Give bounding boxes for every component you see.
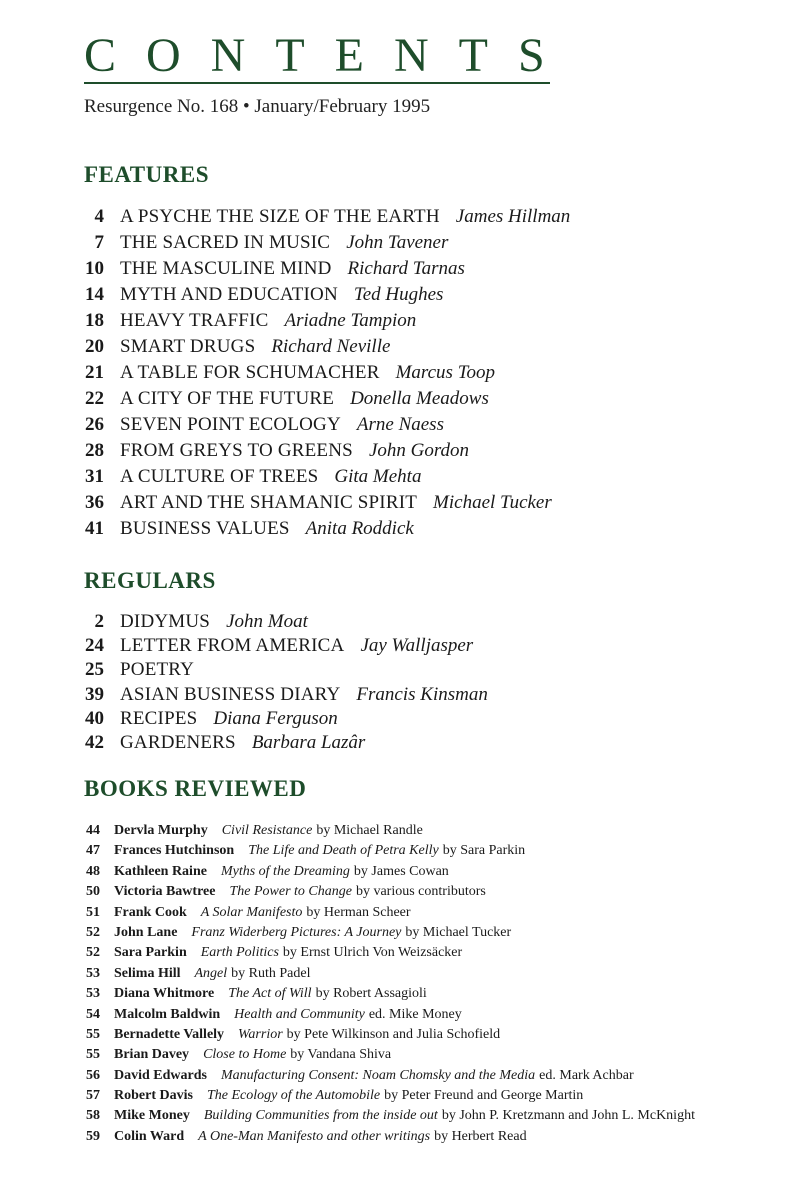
article-title: FROM GREYS TO GREENS	[120, 440, 353, 461]
contents-entry	[76, 284, 570, 310]
book-title: Manufacturing Consent: Noam Chomsky and the Media	[220, 1067, 536, 1083]
reviewer-name: Sara Parkin	[114, 945, 187, 961]
book-title: Building Communities from the inside out	[203, 1108, 438, 1124]
review-entry	[76, 925, 695, 945]
review-entry	[76, 905, 695, 925]
page-number: 55	[86, 1047, 100, 1063]
review-entry	[76, 1068, 695, 1088]
contents-entry	[76, 414, 570, 440]
article-author: Ted Hughes	[353, 284, 444, 305]
reviewer-name: Mike Money	[114, 1108, 190, 1124]
article-title: BUSINESS VALUES	[120, 518, 290, 539]
book-title: Myths of the Dreaming	[220, 863, 350, 879]
book-credit: by Herman Scheer	[306, 904, 411, 920]
review-entry	[76, 1047, 695, 1067]
page-number: 50	[86, 884, 100, 900]
features-list	[76, 206, 570, 544]
review-entry	[76, 1007, 695, 1027]
reviewer-name: John Lane	[114, 924, 178, 940]
book-credit: by Ruth Padel	[231, 965, 311, 981]
page-number: 21	[85, 362, 104, 383]
review-entry	[76, 1027, 695, 1047]
page-number: 18	[85, 310, 104, 331]
contents-entry	[76, 258, 570, 284]
page-number: 44	[86, 823, 100, 838]
page-number: 31	[85, 466, 104, 487]
book-credit: ed. Mike Money	[368, 1006, 462, 1022]
article-title: LETTER FROM AMERICA	[120, 635, 345, 657]
article-author: John Gordon	[368, 440, 470, 461]
review-entry	[76, 1088, 695, 1108]
article-title: RECIPES	[120, 707, 198, 729]
book-credit: by Peter Freund and George Martin	[384, 1088, 584, 1104]
book-credit: by Vandana Shiva	[290, 1047, 392, 1063]
article-title: SEVEN POINT ECOLOGY	[120, 414, 341, 435]
page-number: 24	[85, 635, 104, 657]
page-number: 52	[86, 945, 100, 961]
article-author: Francis Kinsman	[356, 683, 488, 705]
article-title: A PSYCHE THE SIZE OF THE EARTH	[120, 206, 440, 227]
contents-entry	[76, 708, 488, 732]
book-title: The Ecology of the Automobile	[206, 1088, 381, 1104]
book-credit: ed. Mark Achbar	[539, 1067, 634, 1083]
page-number: 42	[85, 731, 104, 753]
page-number: 25	[85, 659, 104, 681]
page-number: 58	[86, 1108, 100, 1124]
page-number: 53	[86, 965, 100, 981]
page-number: 7	[94, 232, 104, 253]
page-number: 57	[86, 1088, 100, 1104]
contents-entry	[76, 684, 488, 708]
book-credit: by James Cowan	[353, 863, 449, 879]
features-heading: FEATURES	[84, 162, 209, 187]
contents-entry	[76, 362, 570, 388]
page-number: 4	[94, 206, 104, 227]
book-title: The Act of Will	[228, 986, 312, 1002]
article-author: Ariadne Tampion	[284, 310, 417, 331]
review-entry	[76, 843, 695, 863]
reviewer-name: Bernadette Vallely	[114, 1026, 225, 1042]
reviewer-name: Malcolm Baldwin	[114, 1006, 221, 1022]
page-title: CONTENTS	[84, 29, 575, 82]
page-number: 54	[86, 1006, 100, 1022]
contents-entry	[76, 440, 570, 466]
article-author: Jay Walljasper	[360, 635, 474, 657]
book-title: The Life and Death of Petra Kelly	[248, 843, 439, 859]
article-title: MYTH AND EDUCATION	[120, 284, 338, 305]
reviewer-name: Frank Cook	[114, 904, 187, 920]
contents-entry	[76, 232, 570, 258]
reviewer-name: Selima Hill	[114, 965, 181, 981]
contents-entry	[76, 336, 570, 362]
book-credit: by Herbert Read	[434, 1128, 527, 1144]
article-author: Gita Mehta	[334, 466, 422, 487]
review-entry	[76, 1129, 695, 1149]
article-author: Richard Neville	[271, 336, 391, 357]
article-title: A CITY OF THE FUTURE	[120, 388, 335, 409]
article-author: John Tavener	[346, 232, 449, 253]
article-author: James Hillman	[455, 206, 571, 227]
review-entry	[76, 823, 695, 843]
article-author: Arne Naess	[356, 414, 444, 435]
review-entry	[76, 884, 695, 904]
page-number: 10	[85, 258, 104, 279]
article-title: THE MASCULINE MIND	[120, 258, 332, 279]
book-credit: by Michael Tucker	[405, 924, 512, 940]
page-number: 51	[86, 904, 100, 920]
reviewer-name: Dervla Murphy	[114, 823, 208, 838]
article-title: A CULTURE OF TREES	[120, 466, 319, 487]
contents-entry	[76, 310, 570, 336]
article-title: THE SACRED IN MUSIC	[120, 232, 331, 253]
contents-entry	[76, 206, 570, 232]
contents-entry	[76, 732, 488, 756]
book-title: Franz Widerberg Pictures: A Journey	[191, 924, 402, 940]
reviewer-name: Victoria Bawtree	[114, 884, 216, 900]
page-number: 40	[85, 707, 104, 729]
regulars-heading: REGULARS	[84, 568, 216, 593]
page-number: 53	[86, 986, 100, 1002]
page-number: 26	[85, 414, 104, 435]
book-credit: by Michael Randle	[316, 823, 423, 838]
reviewer-name: Diana Whitmore	[114, 986, 215, 1002]
book-title: Health and Community	[234, 1006, 365, 1022]
books-heading: BOOKS REVIEWED	[84, 776, 307, 801]
page-number: 39	[85, 683, 104, 705]
page-number: 2	[94, 611, 104, 632]
article-title: ASIAN BUSINESS DIARY	[120, 683, 341, 705]
contents-entry	[76, 635, 488, 659]
page-number: 59	[86, 1128, 100, 1144]
article-author: John Moat	[226, 611, 308, 632]
reviewer-name: Kathleen Raine	[114, 863, 207, 879]
article-author: Marcus Toop	[395, 362, 496, 383]
review-entry	[76, 1108, 695, 1128]
contents-entry	[76, 611, 488, 635]
reviewer-name: Brian Davey	[114, 1047, 190, 1063]
article-title: DIDYMUS	[120, 611, 211, 632]
review-entry	[76, 986, 695, 1006]
page-number: 41	[85, 518, 104, 539]
contents-entry	[76, 659, 488, 683]
article-title: GARDENERS	[120, 731, 236, 753]
contents-entry	[76, 466, 570, 492]
issue-line: Resurgence No. 168 • January/February 1995	[84, 96, 431, 117]
book-title: Civil Resistance	[221, 823, 313, 838]
contents-entry	[76, 518, 570, 544]
book-title: The Power to Change	[229, 884, 352, 900]
contents-entry	[76, 388, 570, 414]
review-entry	[76, 966, 695, 986]
reviewer-name: Frances Hutchinson	[114, 843, 235, 859]
book-credit: by Robert Assagioli	[315, 986, 427, 1002]
review-entry	[76, 945, 695, 965]
page-number: 56	[86, 1067, 100, 1083]
reviewer-name: David Edwards	[114, 1067, 207, 1083]
book-title: A Solar Manifesto	[200, 904, 303, 920]
reviewer-name: Colin Ward	[114, 1128, 185, 1144]
reviewer-name: Robert Davis	[114, 1088, 193, 1104]
books-list	[76, 823, 695, 1149]
article-author: Michael Tucker	[433, 492, 552, 513]
book-credit: by John P. Kretzmann and John L. McKnight	[441, 1108, 695, 1124]
book-credit: by various contributors	[355, 884, 486, 900]
regulars-list	[76, 611, 488, 756]
page-number: 28	[85, 440, 104, 461]
page-number: 47	[86, 843, 100, 859]
title-rule	[84, 82, 550, 84]
book-credit: by Pete Wilkinson and Julia Schofield	[286, 1026, 501, 1042]
page-number: 20	[85, 336, 104, 357]
page-number: 52	[86, 924, 100, 940]
book-title: Close to Home	[203, 1047, 287, 1063]
book-credit: by Ernst Ulrich Von Weizsäcker	[282, 945, 463, 961]
article-author: Richard Tarnas	[347, 258, 465, 279]
article-title: POETRY	[120, 659, 195, 681]
review-entry	[76, 864, 695, 884]
book-title: Warrior	[238, 1026, 283, 1042]
book-credit: by Sara Parkin	[442, 843, 526, 859]
article-title: SMART DRUGS	[120, 336, 256, 357]
article-author: Anita Roddick	[305, 518, 414, 539]
article-author: Donella Meadows	[350, 388, 489, 409]
contents-entry	[76, 492, 570, 518]
article-author: Barbara Lazâr	[251, 731, 366, 753]
page-number: 14	[85, 284, 104, 305]
book-title: Earth Politics	[200, 945, 279, 961]
page-number: 55	[86, 1026, 100, 1042]
article-title: ART AND THE SHAMANIC SPIRIT	[120, 492, 418, 513]
article-title: A TABLE FOR SCHUMACHER	[120, 362, 380, 383]
page-number: 48	[86, 863, 100, 879]
article-title: HEAVY TRAFFIC	[120, 310, 269, 331]
article-author: Diana Ferguson	[213, 707, 338, 729]
book-title: Angel	[194, 965, 228, 981]
book-title: A One-Man Manifesto and other writings	[198, 1128, 431, 1144]
page-number: 22	[85, 388, 104, 409]
page-number: 36	[85, 492, 104, 513]
